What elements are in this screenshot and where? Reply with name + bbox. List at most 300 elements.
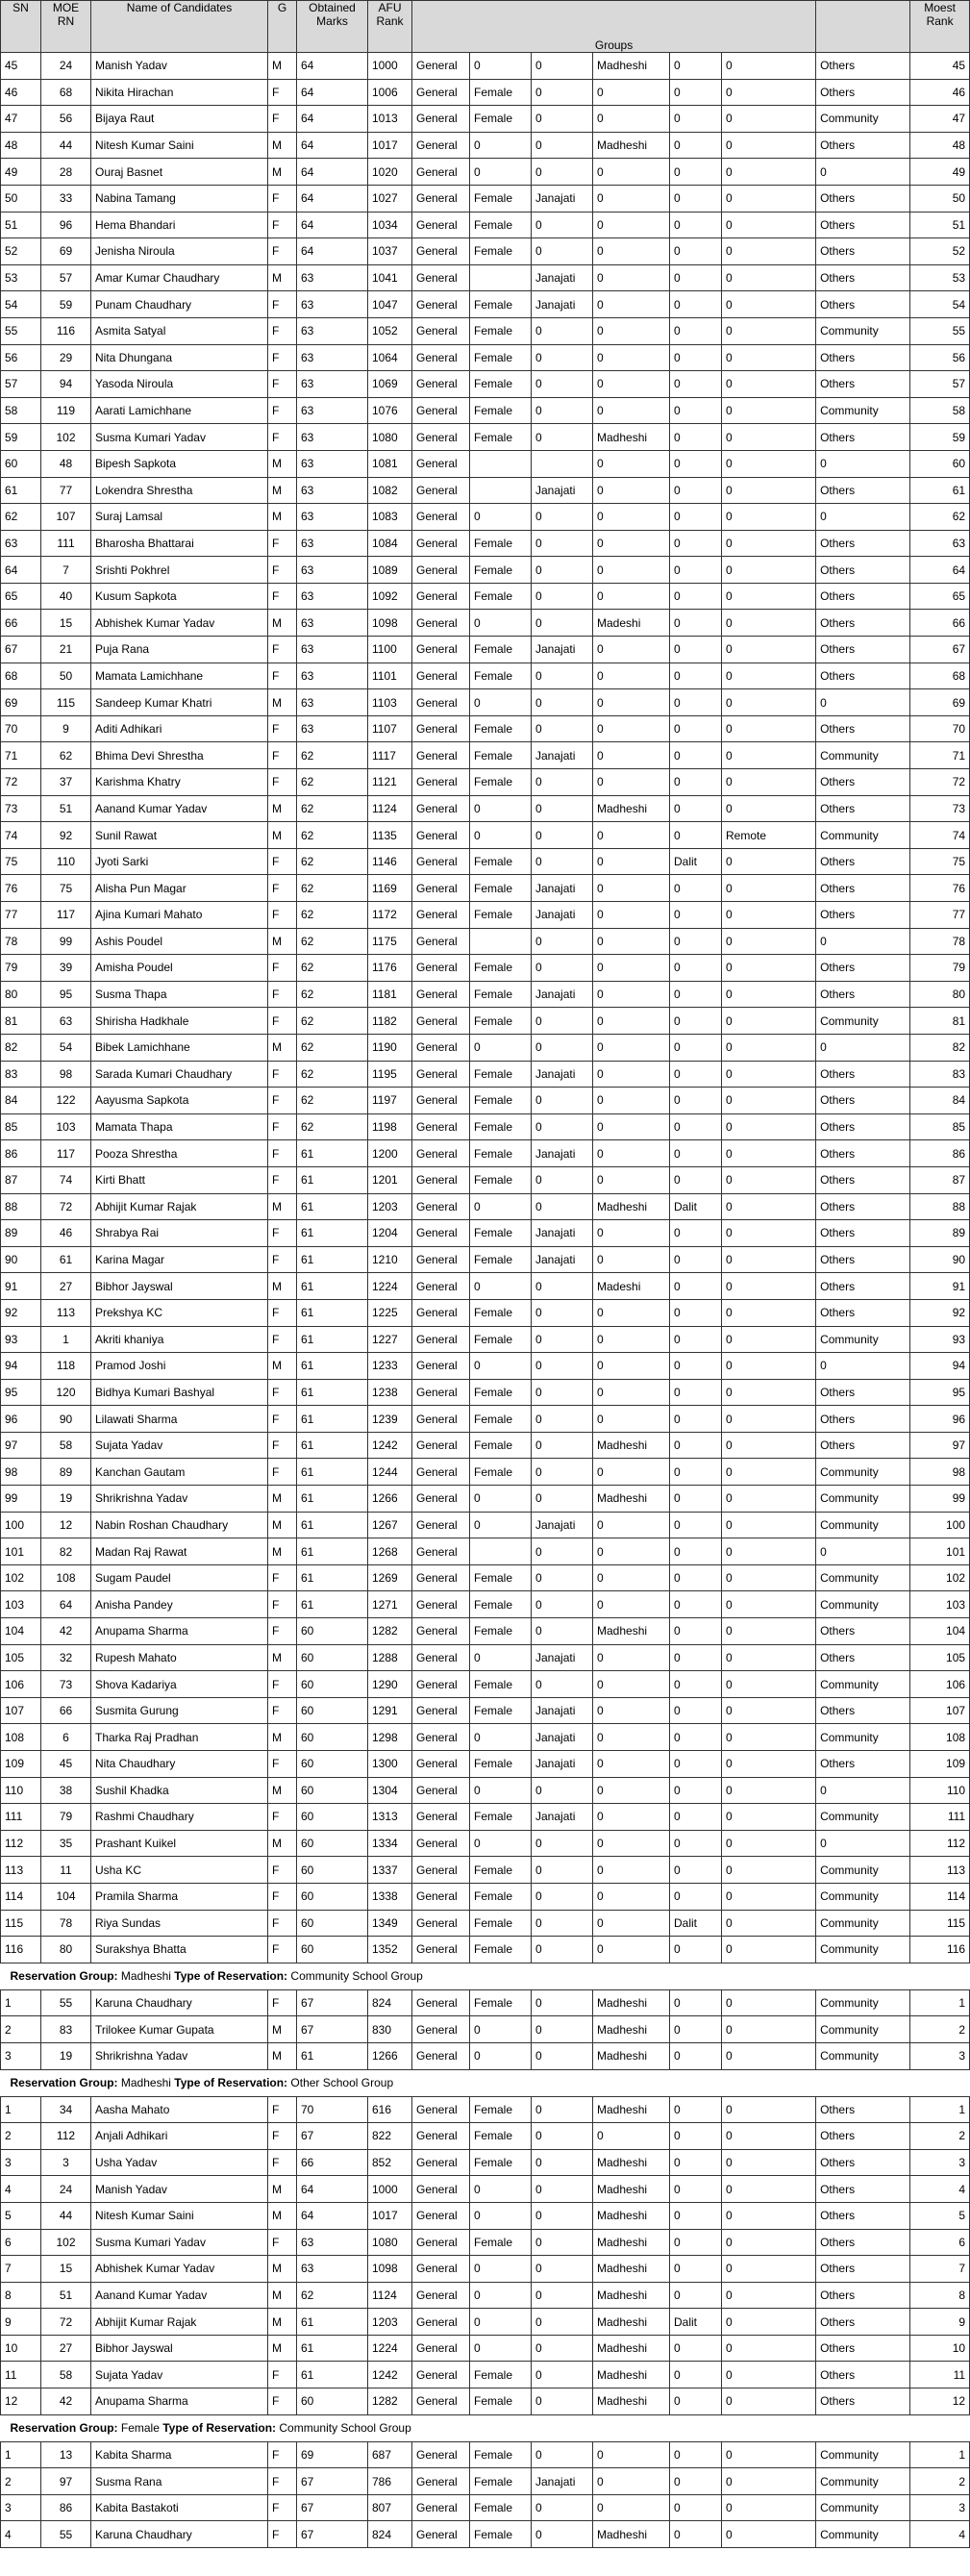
cell-afu-rank: 1200 — [368, 1140, 412, 1167]
cell-female: Female — [470, 106, 532, 133]
cell-janajati: 0 — [532, 1486, 593, 1513]
cell-school-type: Community — [816, 1857, 910, 1884]
cell-category: General — [412, 1697, 470, 1724]
cell-afu-rank: 1266 — [368, 2042, 412, 2069]
cell-gender: M — [268, 1273, 297, 1300]
cell-gender: M — [268, 2282, 297, 2309]
cell-janajati: 0 — [532, 2521, 593, 2548]
cell-name: Shirisha Hadkhale — [91, 1008, 268, 1035]
cell-madheshi: 0 — [593, 583, 670, 610]
reservation-section-header — [1, 1963, 970, 1989]
cell-moe-rn: 120 — [41, 1379, 91, 1406]
cell-female: Female — [470, 2441, 532, 2468]
cell-afu-rank: 1006 — [368, 79, 412, 106]
cell-janajati: 0 — [532, 1618, 593, 1645]
cell-janajati: 0 — [532, 1088, 593, 1114]
cell-female: Female — [470, 1751, 532, 1778]
cell-madheshi: 0 — [593, 689, 670, 716]
cell-marks: 60 — [297, 1697, 368, 1724]
table-row — [1, 2149, 970, 2176]
cell-sn: 10 — [1, 2335, 41, 2362]
cell-janajati: 0 — [532, 795, 593, 822]
reservation-section-header — [1, 2414, 970, 2441]
cell-name: Sugam Paudel — [91, 1564, 268, 1591]
cell-janajati: 0 — [532, 1008, 593, 1035]
cell-afu-rank: 1169 — [368, 875, 412, 902]
cell-moest-rank: 67 — [910, 637, 970, 663]
cell-sn: 114 — [1, 1883, 41, 1910]
cell-moest-rank: 100 — [910, 1512, 970, 1538]
cell-moe-rn: 112 — [41, 2123, 91, 2150]
cell-madheshi: 0 — [593, 1246, 670, 1273]
cell-janajati: Janajati — [532, 1220, 593, 1247]
cell-marks: 61 — [297, 1406, 368, 1433]
cell-gender: F — [268, 344, 297, 371]
cell-janajati: Janajati — [532, 477, 593, 504]
cell-marks: 62 — [297, 769, 368, 796]
cell-moe-rn: 58 — [41, 2362, 91, 2388]
cell-marks: 62 — [297, 1088, 368, 1114]
reservation-type-label: Type of Reservation: — [174, 1969, 288, 1984]
table-row — [1, 583, 970, 610]
cell-name: Rashmi Chaudhary — [91, 1804, 268, 1831]
cell-afu-rank: 830 — [368, 2016, 412, 2043]
cell-janajati: 0 — [532, 2149, 593, 2176]
cell-female: Female — [470, 848, 532, 875]
cell-moe-rn: 83 — [41, 2016, 91, 2043]
cell-marks: 62 — [297, 822, 368, 849]
table-row — [1, 1193, 970, 1220]
cell-gender: F — [268, 185, 297, 212]
cell-gender: F — [268, 1857, 297, 1884]
cell-category: General — [412, 2096, 470, 2123]
cell-school-type: Community — [816, 1326, 910, 1353]
table-row — [1, 1379, 970, 1406]
cell-afu-rank: 1041 — [368, 264, 412, 291]
cell-janajati: Janajati — [532, 1140, 593, 1167]
cell-moe-rn: 9 — [41, 715, 91, 742]
cell-name: Shrikrishna Yadav — [91, 1486, 268, 1513]
cell-school-type: Others — [816, 2149, 910, 2176]
cell-remote: 0 — [722, 795, 816, 822]
table-row — [1, 848, 970, 875]
cell-moe-rn: 58 — [41, 1432, 91, 1459]
cell-madheshi: Madheshi — [593, 1618, 670, 1645]
cell-marks: 61 — [297, 1591, 368, 1618]
cell-name: Bidhya Kumari Bashyal — [91, 1379, 268, 1406]
cell-remote: 0 — [722, 955, 816, 982]
cell-marks: 67 — [297, 2123, 368, 2150]
cell-janajati: 0 — [532, 557, 593, 584]
cell-female: Female — [470, 1618, 532, 1645]
cell-school-type: Others — [816, 583, 910, 610]
cell-dalit: 0 — [670, 185, 722, 212]
cell-moest-rank: 97 — [910, 1432, 970, 1459]
cell-janajati: 0 — [532, 212, 593, 238]
cell-female: Female — [470, 1697, 532, 1724]
cell-dalit: 0 — [670, 1724, 722, 1751]
cell-afu-rank: 1313 — [368, 1804, 412, 1831]
table-row — [1, 1937, 970, 1963]
cell-moest-rank: 111 — [910, 1804, 970, 1831]
cell-afu-rank: 822 — [368, 2123, 412, 2150]
cell-female: Female — [470, 2521, 532, 2548]
cell-school-type: Others — [816, 79, 910, 106]
cell-school-type: Community — [816, 317, 910, 344]
cell-remote: 0 — [722, 371, 816, 398]
table-row — [1, 344, 970, 371]
cell-marks: 61 — [297, 1193, 368, 1220]
table-row — [1, 159, 970, 186]
cell-afu-rank: 1271 — [368, 1591, 412, 1618]
cell-dalit: 0 — [670, 1486, 722, 1513]
cell-gender: F — [268, 2229, 297, 2256]
cell-janajati: Janajati — [532, 1751, 593, 1778]
cell-female: Female — [470, 875, 532, 902]
cell-female: Female — [470, 2096, 532, 2123]
cell-afu-rank: 1175 — [368, 928, 412, 955]
cell-janajati: 0 — [532, 2042, 593, 2069]
cell-sn: 49 — [1, 159, 41, 186]
cell-sn: 93 — [1, 1326, 41, 1353]
cell-name: Surakshya Bhatta — [91, 1937, 268, 1963]
cell-name: Kirti Bhatt — [91, 1166, 268, 1193]
cell-moest-rank: 114 — [910, 1883, 970, 1910]
cell-category: General — [412, 2042, 470, 2069]
cell-madheshi: 0 — [593, 1564, 670, 1591]
cell-madheshi: 0 — [593, 1857, 670, 1884]
cell-moest-rank: 83 — [910, 1061, 970, 1088]
header-gender: G — [268, 1, 297, 53]
cell-dalit: 0 — [670, 637, 722, 663]
cell-category: General — [412, 1937, 470, 1963]
cell-category: General — [412, 848, 470, 875]
cell-remote: 0 — [722, 1326, 816, 1353]
cell-female — [470, 1538, 532, 1565]
cell-female: Female — [470, 1220, 532, 1247]
cell-marks: 61 — [297, 1246, 368, 1273]
cell-moe-rn: 90 — [41, 1406, 91, 1433]
cell-moest-rank: 59 — [910, 424, 970, 451]
cell-madheshi: Madheshi — [593, 1193, 670, 1220]
cell-moe-rn: 51 — [41, 795, 91, 822]
cell-name: Aarati Lamichhane — [91, 397, 268, 424]
cell-remote: 0 — [722, 1459, 816, 1486]
cell-janajati: 0 — [532, 53, 593, 80]
cell-moest-rank: 107 — [910, 1697, 970, 1724]
cell-afu-rank: 1052 — [368, 317, 412, 344]
cell-female: Female — [470, 1299, 532, 1326]
cell-sn: 99 — [1, 1486, 41, 1513]
cell-moe-rn: 108 — [41, 1564, 91, 1591]
cell-dalit: 0 — [670, 1008, 722, 1035]
cell-moest-rank: 105 — [910, 1644, 970, 1671]
table-row — [1, 1459, 970, 1486]
cell-gender: F — [268, 1113, 297, 1140]
cell-gender: F — [268, 317, 297, 344]
cell-sn: 11 — [1, 2362, 41, 2388]
cell-madheshi: 0 — [593, 238, 670, 265]
cell-moest-rank: 1 — [910, 2096, 970, 2123]
cell-moe-rn: 37 — [41, 769, 91, 796]
cell-moe-rn: 119 — [41, 397, 91, 424]
cell-category: General — [412, 291, 470, 318]
cell-female: Female — [470, 1113, 532, 1140]
cell-category: General — [412, 1273, 470, 1300]
table-row — [1, 2335, 970, 2362]
cell-female: Female — [470, 317, 532, 344]
cell-name: Nabina Tamang — [91, 185, 268, 212]
cell-moe-rn: 68 — [41, 79, 91, 106]
cell-name: Sujata Yadav — [91, 2362, 268, 2388]
cell-moe-rn: 54 — [41, 1034, 91, 1061]
cell-afu-rank: 1242 — [368, 1432, 412, 1459]
cell-dalit: Dalit — [670, 2309, 722, 2336]
cell-janajati: 0 — [532, 2388, 593, 2415]
cell-dalit: 0 — [670, 1299, 722, 1326]
cell-category: General — [412, 2335, 470, 2362]
cell-madheshi: 0 — [593, 1299, 670, 1326]
cell-category: General — [412, 477, 470, 504]
cell-madheshi: 0 — [593, 159, 670, 186]
cell-dalit: 0 — [670, 238, 722, 265]
table-row — [1, 742, 970, 769]
cell-name: Karuna Chaudhary — [91, 1989, 268, 2016]
table-row — [1, 1008, 970, 1035]
cell-school-type: Community — [816, 1512, 910, 1538]
cell-name: Bharosha Bhattarai — [91, 530, 268, 557]
cell-sn: 71 — [1, 742, 41, 769]
cell-moe-rn: 102 — [41, 424, 91, 451]
cell-category: General — [412, 1299, 470, 1326]
cell-category: General — [412, 185, 470, 212]
cell-remote: 0 — [722, 1618, 816, 1645]
cell-remote: 0 — [722, 1751, 816, 1778]
table-row — [1, 875, 970, 902]
cell-sn: 50 — [1, 185, 41, 212]
cell-moe-rn: 19 — [41, 1486, 91, 1513]
cell-moe-rn: 48 — [41, 450, 91, 477]
cell-female: 0 — [470, 1193, 532, 1220]
cell-gender: F — [268, 663, 297, 689]
cell-janajati — [532, 450, 593, 477]
cell-gender: F — [268, 2123, 297, 2150]
cell-category: General — [412, 450, 470, 477]
reservation-section-header — [1, 2069, 970, 2096]
cell-janajati: 0 — [532, 1273, 593, 1300]
cell-moest-rank: 2 — [910, 2468, 970, 2495]
cell-moest-rank: 55 — [910, 317, 970, 344]
table-row — [1, 2042, 970, 2069]
cell-marks: 62 — [297, 795, 368, 822]
cell-afu-rank: 1076 — [368, 397, 412, 424]
table-row — [1, 53, 970, 80]
cell-moe-rn: 110 — [41, 848, 91, 875]
cell-marks: 62 — [297, 981, 368, 1008]
cell-marks: 60 — [297, 1777, 368, 1804]
cell-category: General — [412, 1353, 470, 1380]
cell-janajati: 0 — [532, 663, 593, 689]
cell-category: General — [412, 530, 470, 557]
cell-madheshi: Madheshi — [593, 132, 670, 159]
cell-marks: 61 — [297, 1273, 368, 1300]
cell-remote: 0 — [722, 1671, 816, 1698]
cell-gender: F — [268, 1459, 297, 1486]
cell-moest-rank: 4 — [910, 2521, 970, 2548]
cell-school-type: Others — [816, 2309, 910, 2336]
header-marks: Obtained Marks — [297, 1, 368, 53]
table-row — [1, 2309, 970, 2336]
cell-sn: 92 — [1, 1299, 41, 1326]
cell-janajati: 0 — [532, 2362, 593, 2388]
cell-janajati: 0 — [532, 2016, 593, 2043]
cell-school-type: Others — [816, 371, 910, 398]
cell-moest-rank: 58 — [910, 397, 970, 424]
cell-school-type: Others — [816, 2362, 910, 2388]
cell-madheshi: 0 — [593, 1724, 670, 1751]
cell-madheshi: Madheshi — [593, 1989, 670, 2016]
cell-category: General — [412, 1432, 470, 1459]
cell-school-type: Others — [816, 1246, 910, 1273]
cell-madheshi: 0 — [593, 1113, 670, 1140]
cell-gender: F — [268, 769, 297, 796]
cell-moe-rn: 39 — [41, 955, 91, 982]
cell-name: Puja Rana — [91, 637, 268, 663]
cell-category: General — [412, 2362, 470, 2388]
cell-remote: 0 — [722, 1937, 816, 1963]
cell-marks: 60 — [297, 1910, 368, 1937]
cell-category: General — [412, 79, 470, 106]
cell-dalit: 0 — [670, 1273, 722, 1300]
cell-moest-rank: 53 — [910, 264, 970, 291]
cell-dalit: 0 — [670, 557, 722, 584]
cell-dalit: 0 — [670, 822, 722, 849]
cell-gender: F — [268, 1937, 297, 1963]
cell-marks: 63 — [297, 2229, 368, 2256]
cell-dalit: 0 — [670, 1937, 722, 1963]
cell-category: General — [412, 371, 470, 398]
cell-moest-rank: 9 — [910, 2309, 970, 2336]
cell-name: Nikita Hirachan — [91, 79, 268, 106]
cell-moe-rn: 13 — [41, 2441, 91, 2468]
cell-janajati: 0 — [532, 1379, 593, 1406]
cell-gender: F — [268, 1671, 297, 1698]
cell-madheshi: 0 — [593, 185, 670, 212]
cell-madheshi: 0 — [593, 981, 670, 1008]
cell-moe-rn: 28 — [41, 159, 91, 186]
table-row — [1, 2016, 970, 2043]
table-row — [1, 2441, 970, 2468]
cell-dalit: 0 — [670, 1538, 722, 1565]
cell-female: 0 — [470, 1273, 532, 1300]
cell-madheshi: 0 — [593, 1937, 670, 1963]
cell-school-type: Community — [816, 1564, 910, 1591]
cell-remote: 0 — [722, 1273, 816, 1300]
cell-female: Female — [470, 1088, 532, 1114]
cell-sn: 70 — [1, 715, 41, 742]
cell-afu-rank: 616 — [368, 2096, 412, 2123]
cell-janajati: Janajati — [532, 1512, 593, 1538]
cell-afu-rank: 1242 — [368, 2362, 412, 2388]
cell-marks: 63 — [297, 504, 368, 531]
cell-female: Female — [470, 583, 532, 610]
cell-gender: M — [268, 1486, 297, 1513]
cell-sn: 3 — [1, 2494, 41, 2521]
cell-sn: 52 — [1, 238, 41, 265]
cell-gender: F — [268, 2149, 297, 2176]
cell-madheshi: 0 — [593, 530, 670, 557]
cell-moest-rank: 70 — [910, 715, 970, 742]
cell-dalit: 0 — [670, 1989, 722, 2016]
table-row — [1, 424, 970, 451]
cell-sn: 91 — [1, 1273, 41, 1300]
cell-afu-rank: 1172 — [368, 902, 412, 929]
cell-madheshi: 0 — [593, 1777, 670, 1804]
cell-dalit: 0 — [670, 610, 722, 637]
cell-female: 0 — [470, 795, 532, 822]
cell-moe-rn: 42 — [41, 2388, 91, 2415]
cell-name: Nita Chaudhary — [91, 1751, 268, 1778]
cell-marks: 60 — [297, 1644, 368, 1671]
cell-marks: 61 — [297, 1220, 368, 1247]
cell-name: Usha Yadav — [91, 2149, 268, 2176]
cell-dalit: 0 — [670, 397, 722, 424]
cell-female: 0 — [470, 2176, 532, 2203]
cell-remote: 0 — [722, 79, 816, 106]
cell-sn: 78 — [1, 928, 41, 955]
cell-gender: F — [268, 2521, 297, 2548]
cell-sn: 2 — [1, 2123, 41, 2150]
cell-school-type: Others — [816, 2388, 910, 2415]
cell-madheshi: 0 — [593, 822, 670, 849]
cell-janajati: 0 — [532, 132, 593, 159]
cell-marks: 66 — [297, 2149, 368, 2176]
cell-remote: 0 — [722, 1644, 816, 1671]
cell-madheshi: 0 — [593, 1830, 670, 1857]
cell-category: General — [412, 928, 470, 955]
cell-dalit: 0 — [670, 2202, 722, 2229]
header-sn: SN — [1, 1, 41, 53]
cell-afu-rank: 687 — [368, 2441, 412, 2468]
cell-gender: M — [268, 795, 297, 822]
cell-category: General — [412, 1804, 470, 1831]
cell-moest-rank: 66 — [910, 610, 970, 637]
cell-moe-rn: 92 — [41, 822, 91, 849]
cell-dalit: 0 — [670, 742, 722, 769]
cell-moest-rank: 72 — [910, 769, 970, 796]
cell-madheshi: 0 — [593, 477, 670, 504]
cell-marks: 63 — [297, 450, 368, 477]
cell-madheshi: 0 — [593, 1459, 670, 1486]
cell-janajati: Janajati — [532, 1804, 593, 1831]
cell-janajati: Janajati — [532, 185, 593, 212]
cell-remote: 0 — [722, 2096, 816, 2123]
cell-marks: 70 — [297, 2096, 368, 2123]
cell-school-type: Others — [816, 902, 910, 929]
cell-moest-rank: 101 — [910, 1538, 970, 1565]
cell-afu-rank: 1203 — [368, 2309, 412, 2336]
cell-dalit: 0 — [670, 159, 722, 186]
cell-marks: 62 — [297, 742, 368, 769]
cell-remote: 0 — [722, 875, 816, 902]
header-row — [1, 1, 970, 53]
table-row — [1, 530, 970, 557]
cell-remote: 0 — [722, 2149, 816, 2176]
reservation-group-label: Reservation Group: — [10, 2421, 118, 2436]
cell-moest-rank: 48 — [910, 132, 970, 159]
cell-female: 0 — [470, 1512, 532, 1538]
table-row — [1, 185, 970, 212]
